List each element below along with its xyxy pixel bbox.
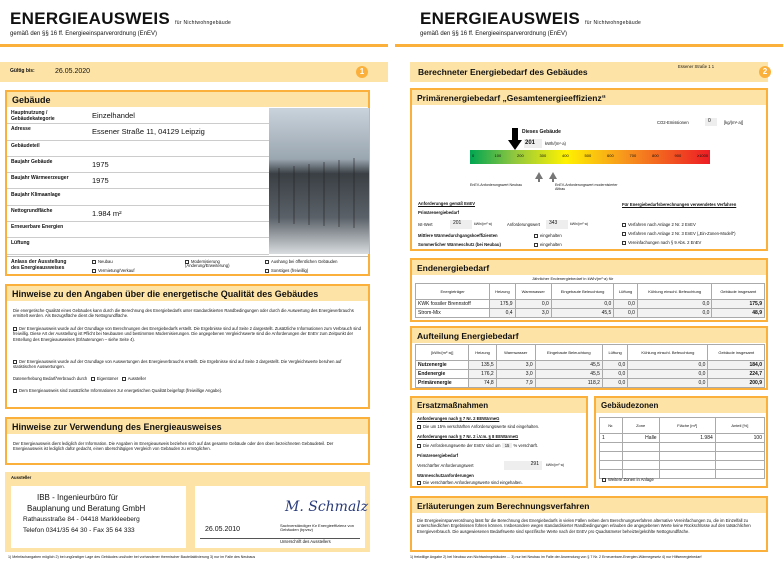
table-cell: 0,0 (602, 361, 627, 370)
marker-retrofit-icon (549, 172, 557, 182)
building-row (7, 157, 269, 173)
building-row (7, 124, 269, 140)
sub-value: 291 (504, 461, 542, 470)
summer-check[interactable]: eingehalten (534, 243, 562, 247)
scale-tick: 400 (562, 153, 569, 158)
building-row-value: 1975 (92, 176, 109, 186)
table-header: Lüftung (602, 345, 627, 361)
sub-check-2[interactable]: Die Anforderungswerte der EnEV sind um 15 % verschärft. (417, 444, 538, 448)
table-cell: 3,0 (496, 370, 535, 379)
table-cell: 0,0 (602, 379, 627, 388)
occasion-new[interactable]: Neubau (92, 260, 113, 264)
u-value-check[interactable]: eingehalten (534, 234, 562, 238)
primary-energy-section: Primärenergiebedarf „Gesamtenergieeffizienz“ CO2-Emissionen 0 [kg/(m²·a)] Dieses Gebäude 201 kWh/(m²·a) 0 100 200 300 400 500 600 700 800 900 ≥1000 EnEV-Anforderungswert Neubau EnEV-Anforderungswert modernisierter Altbau Anforderungen gemäß EnEV Primärenergiebedarf Ist-Wert 201 kWh/(m²·a) Anforderungswert 343 kWh/(m²·a) Mittlere Wärmedurchgangskoeffizienten eingehalten Sommerlicher Wärmeschutz (bei Neubau) eingehalten Für Energiebedarfsberechnungen verwendetes Verfahren Verfahren nach Anlage 2 Nr. 2 EnEV Verfahren nach Anlage 2 Nr. 3 EnEV („Ein-Zonen-Modell“) Vereinfachungen nach § 9 Abs. 2 EnEV (410, 88, 768, 251)
building-row-label: Gebäudeteil (11, 142, 40, 149)
table-cell: 0,0 (614, 300, 638, 309)
table-cell: 176,2 (469, 370, 496, 379)
p1-title: ENERGIEAUSWEIS für Nichtwohngebäude (10, 9, 232, 28)
table-row (416, 379, 765, 388)
co2-label: CO2-Emissionen (657, 120, 689, 125)
table-cell: 45,5 (535, 361, 602, 370)
table-cell: 0,0 (637, 300, 712, 309)
arrow-down-icon (508, 128, 522, 150)
table-cell: Nutzenergie (416, 361, 469, 370)
building-row-label: Lüftung (11, 240, 30, 247)
building-section: Gebäude Hauptnutzung / Gebäudekategorie Einzelhandel Adresse Essener Straße 11, 04129 Leipzig Gebäudeteil Baujahr Gebäude 1975 Baujahr Wärmeerzeuger 1975 Baujahr Klimaanlage Nettogrundfläche 1.984 m² Erneuerbare Energien Lüftung Anlass der Ausstellung des Energieausweises Neubau Vermietung/Verkauf Modernisierung (Änderung/Erweiterung) Aushang bei öffentlichen Gebäuden Sonstiges (freiwillig) (5, 90, 370, 276)
page-number-1: 1 (356, 66, 368, 78)
table-header: [kWh/(m²·a)] (416, 345, 469, 361)
table-cell: Halle (622, 434, 659, 443)
building-row-label: Adresse (11, 126, 31, 133)
issue-date: 26.05.2010 (205, 526, 241, 533)
hints-additional[interactable]: Dem Energieausweis sind zusätzliche Informationen zur energetischen Qualität beigefügt (freiwillige Angabe). (13, 389, 222, 393)
table-header: Heizung (490, 284, 515, 300)
table-cell: 184,0 (708, 361, 765, 370)
scale-tick: 100 (494, 153, 502, 158)
table-row (600, 434, 765, 443)
table-cell (659, 470, 715, 479)
p2-footnote: 1) freiwillige Angabe 2) bei Neubau von Nichtwohngebäuden ... 3) nur bei Neubau im Falle der Anwendung von § 7 Nr. 2 Erneuerbare-Energien-Wärmegesetz 4) nur Hilfsenergiebedarf (410, 555, 702, 559)
table-cell: 0,0 (515, 300, 551, 309)
table-cell (715, 470, 764, 479)
table-cell: 0,0 (602, 370, 627, 379)
table-cell: 0,0 (551, 300, 614, 309)
occasion-rent[interactable]: Vermietung/Verkauf (92, 269, 135, 273)
hints-option-usage[interactable]: Der Energieausweis wurde auf der Grundlage von Auswertungen des Energieverbrauchs erstellt. Die Ergebnisse sind auf Seite 3 dargestellt. Die Vergleichswerte beruhen auf statistischen Auswertungen. (13, 359, 342, 370)
scale-tick: 500 (584, 153, 592, 158)
table-cell: 1 (600, 434, 623, 443)
building-row-label: Hauptnutzung / Gebäudekategorie (11, 110, 55, 122)
table-cell: 3,0 (515, 309, 551, 318)
building-row-label: Baujahr Klimaanlage (11, 191, 61, 198)
building-row (7, 222, 269, 238)
issuer-stamp: IBB - Ingenieurbüro für Bauplanung und Beratung GmbH Rathausstraße 84 - 04418 Markkleeberg Telefon 0341/35 64 30 - Fax 35 64 333 (11, 486, 186, 548)
building-row (7, 190, 269, 206)
table-row (416, 370, 765, 379)
scale-tick: ≥1000 (697, 153, 709, 158)
calc-option-1[interactable]: Verfahren nach Anlage 2 Nr. 2 EnEV (622, 223, 696, 227)
hints-section: Hinweise zu den Angaben über die energetische Qualität des Gebäudes Die energetische Qualität eines Gebäudes kann durch die Berechnung des Energiebedarfs unter standardisierten Randbedingungen oder durch die Auswertung des Energieverbrauchs ermittelt werden. Als Bezugsfläche dient die Nettogrundfläche. Der Energieausweis wurde auf der Grundlage von Berechnungen des Energiebedarfs erstellt. Die Ergebnisse sind auf Seite 2 dargestellt. Zusätzliche Informationen zum Verbrauch sind freiwillig. Diese Art der Ausstellung ist Pflicht bei Neubauten und bestimmten Modernisierungen. Die angegebenen Vergleichswerte sind die Anforderungen der EnEV zum Zeitpunkt der Erstellung des Energieausweises (Erläuterungen – siehe Seite 4). Der Energieausweis wurde auf der Grundlage von Auswertungen des Energieverbrauchs erstellt. Die Ergebnisse sind auf Seite 3 dargestellt. Die Vergleichswerte beruhen auf statistischen Auswertungen. Datenerhebung Bedarf/Verbrauch durch Eigentümer Aussteller Dem Energieausweis sind zusätzliche Informationen zur energetischen Qualität beigefügt (freiwillige Angabe). (5, 284, 370, 409)
building-row-label: Nettogrundfläche (11, 207, 53, 214)
table-header: Zone (622, 418, 659, 434)
table-cell: 224,7 (708, 370, 765, 379)
p2-title: ENERGIEAUSWEIS für Nichtwohngebäude (420, 9, 642, 28)
page-2 (395, 0, 783, 567)
table-cell: 1.984 (659, 434, 715, 443)
table-header: Gebäude insgesamt (712, 284, 765, 300)
building-row-value: Essener Straße 11, 04129 Leipzig (92, 127, 205, 137)
usage-header: Hinweise zur Verwendung des Energieausweises (7, 419, 368, 434)
table-cell: 0,0 (628, 361, 708, 370)
sub-check-1[interactable]: Die um 15% verschärften Anforderungswerte sind eingehalten. (417, 425, 539, 429)
end-energy-table (415, 283, 765, 318)
table-header: Kühlung einschl. Befeuchtung (628, 345, 708, 361)
table-cell: 0,0 (637, 309, 712, 318)
marker-newbuild-icon (535, 172, 543, 182)
occasion-public[interactable]: Aushang bei öffentlichen Gebäuden (265, 260, 338, 264)
scale-tick: 800 (652, 153, 659, 158)
req-value: 343 (546, 220, 568, 229)
page-1 (0, 0, 388, 567)
building-row (7, 206, 269, 222)
usage-section: Hinweise zur Verwendung des Energieausweises Der Energieausweis dient lediglich der Information. Die Angaben im Energieausweis beziehen sich auf das gesamte Gebäude oder den oben bezeichneten Gebäudeteil. Der Energieausweis ist lediglich dafür gedacht, einen überschlägigen Vergleich von Gebäuden zu ermöglichen. (5, 417, 370, 465)
table-cell: 0,0 (628, 379, 708, 388)
hints-option-demand[interactable]: Der Energieausweis wurde auf der Grundlage von Berechnungen des Energiebedarfs erstellt. Die Ergebnisse sind auf Seite 2 dargestellt. Zusätzliche Informationen zum Verbrauch sind freiwillig. Diese Art der Ausstellung ist Pflicht bei Neubauten und bestimmten Modernisierungen. Die angegebenen Vergleichswerte sind die Anforderungen der EnEV zum Zeitpunkt der Erstellung des Energieausweises (Erläuterungen – siehe Seite 4). (13, 326, 361, 342)
sub-check-3[interactable]: Die verschärften Anforderungswerte sind eingehalten. (417, 481, 523, 485)
table-header: Warmwasser (515, 284, 551, 300)
table-cell: 175,9 (490, 300, 515, 309)
actual-value: 201 (450, 220, 472, 229)
building-row-value: 1.984 m² (92, 208, 122, 218)
building-row-label: Erneuerbare Energien (11, 224, 64, 231)
building-row-value: Einzelhandel (92, 111, 135, 120)
table-header: Gebäude insgesamt (708, 345, 765, 361)
building-row (7, 238, 269, 254)
table-cell: 0,0 (614, 309, 638, 318)
table-cell (600, 461, 623, 470)
table-cell: 175,9 (712, 300, 765, 309)
table-row (416, 361, 765, 370)
building-row-label: Baujahr Wärmeerzeuger (11, 175, 69, 182)
table-cell (622, 461, 659, 470)
valid-until: 26.05.2020 (55, 68, 91, 75)
table-row (416, 309, 765, 318)
p1-footnote: 1) Mehrfachangaben möglich 2) bei ungünstiger Lage des Gebäudes und/oder bei vorhandener thermischer Bauteilaktivierung 3) nur im Falle des Neubaus (8, 555, 256, 559)
table-header: Nr. (600, 418, 623, 434)
table-cell: Strom-Mix (416, 309, 490, 318)
scale-tick: 900 (674, 153, 682, 158)
table-cell (715, 461, 764, 470)
table-cell: 118,2 (535, 379, 602, 388)
table-header: Eingebaute Beleuchtung (535, 345, 602, 361)
co2-value: 0 (705, 118, 717, 126)
building-header: Gebäude (7, 92, 368, 107)
table-row (416, 300, 765, 309)
scale-tick: 300 (539, 153, 547, 158)
issuer-section: Aussteller IBB - Ingenieurbüro für Bauplanung und Beratung GmbH Rathausstraße 84 - 04418 Markkleeberg Telefon 0341/35 64 30 - Fax 35 64 333 26.05.2010 M. Schmalz Sachverständiger für Energieeffizienz von Gebäuden (bpvsv) Unterschrift des Ausstellers (5, 472, 370, 552)
table-header: Fläche [m²] (659, 418, 715, 434)
table-header: Warmwasser (496, 345, 535, 361)
table-header: Heizung (469, 345, 496, 361)
table-cell: KWK fossiler Brennstoff (416, 300, 490, 309)
scale-tick: 200 (517, 153, 524, 158)
zones-section: Gebäudezonen Nr. Zone Fläche [m²] Anteil [%] 1 Halle 1.984 100 Weitere Zonen in Anlage (594, 396, 768, 488)
page-number-2: 2 (759, 66, 771, 78)
explain-section: Erläuterungen zum Berechnungsverfahren Die Energieeinsparverordnung lässt für die Berechnung des Energiebedarfs in vielen Fällen neben dem Berechnungsverfahren alternative Vereinfachungen zu, die im Einzelfall zu unterschiedlichen Ergebnissen führen können. Insbesondere wegen standardisierter Randbedingungen erlauben die angegebenen Werte keine Rückschlüsse auf den tatsächlichen Energieverbrauch. Die ausgewiesenen Bedarfswerte sind spezifische Werte nach der EnEV pro Quadratmeter beheizte/gekühlte Nettogrundfläche. (410, 496, 768, 552)
p1-subtitle: gemäß den §§ 16 ff. Energieeinsparverordnung (EnEV) (10, 31, 157, 37)
table-header: Kühlung einschl. Befeuchtung (637, 284, 712, 300)
building-row (7, 108, 269, 124)
table-header: Energieträger (416, 284, 490, 300)
building-row (7, 141, 269, 157)
table-cell (659, 452, 715, 461)
data-collection: Datenerhebung Bedarf/Verbrauch durch Eigentümer Aussteller (13, 376, 147, 382)
scale-tick: 0 (472, 153, 475, 158)
end-energy-section: Endenergiebedarf Jährlicher Endenergiebedarf in kWh/(m²·a) für Energieträger Heizung Warmwasser Eingebaute Beleuchtung Lüftung Kühlung einschl. Befeuchtung Gebäude insgesamt KWK fossiler Brennstoff 175,9 0,0 0,0 0,0 0,0 175,9 Strom-Mix 0,4 3,0 45,5 0,0 0,0 48,9 (410, 258, 768, 322)
section-title-bar: Berechneter Energiebedarf des Gebäudes Essener Straße 1 1 (410, 62, 768, 82)
signature: M. Schmalz (285, 499, 369, 515)
primary-value: 201 (524, 139, 542, 148)
energy-split-section: Aufteilung Energiebedarf [kWh/(m²·a)] Heizung Warmwasser Eingebaute Beleuchtung Lüftung Kühlung einschl. Befeuchtung Gebäude insgesamt Nutzenergie 135,5 3,0 45,5 0,0 0,0 184,0 Endenergie 176,2 3,0 45,5 0,0 0,0 224,7 Primärenergie 74,8 7,9 118,2 0,0 0,0 200,9 (410, 326, 768, 390)
table-cell: 45,5 (535, 370, 602, 379)
building-row (7, 173, 269, 189)
table-cell (659, 443, 715, 452)
table-cell: 74,8 (469, 379, 496, 388)
table-cell (715, 452, 764, 461)
calc-option-3[interactable]: Vereinfachungen nach § 9 Abs. 2 EnEV (622, 241, 701, 245)
table-header: Anteil [%] (715, 418, 764, 434)
table-cell: 48,9 (712, 309, 765, 318)
occasion-mod[interactable]: Modernisierung (Änderung/Erweiterung) (185, 259, 230, 269)
building-photo (269, 108, 369, 254)
table-row (600, 452, 765, 461)
table-row (600, 443, 765, 452)
table-cell (622, 443, 659, 452)
table-cell: 3,0 (496, 361, 535, 370)
energy-split-table (415, 344, 765, 388)
substitute-section: Ersatzmaßnahmen Anforderungen nach § 7 Nr. 2 EEWärmeG Die um 15% verschärften Anforderungswerte sind eingehalten. Anforderungen nach § 7 Nr. 2 i.V.m. § 8 EEWärmeG Die Anforderungswerte der EnEV sind um 15 % verschärft. Primärenergiebedarf Verschärfter Anforderungswert 291 kWh/(m²·a) Wärmeschutzanforderungen Die verschärften Anforderungswerte sind eingehalten. (410, 396, 588, 488)
table-cell (659, 461, 715, 470)
hints-header: Hinweise zu den Angaben über die energetische Qualität des Gebäudes (7, 286, 368, 301)
validity-bar: Gültig bis: 26.05.2020 (0, 62, 388, 82)
table-cell (622, 452, 659, 461)
zones-table (599, 417, 765, 479)
table-cell: Endenergie (416, 370, 469, 379)
building-row-value: 1975 (92, 159, 109, 169)
table-cell: 0,4 (490, 309, 515, 318)
table-row (600, 461, 765, 470)
table-cell: 7,9 (496, 379, 535, 388)
building-row-label: Baujahr Gebäude (11, 158, 53, 165)
table-header: Lüftung (614, 284, 638, 300)
table-cell: 135,5 (469, 361, 496, 370)
occasion-other[interactable]: Sonstiges (freiwillig) (265, 269, 308, 273)
table-cell: 200,9 (708, 379, 765, 388)
table-cell: 0,0 (628, 370, 708, 379)
table-cell: Primärenergie (416, 379, 469, 388)
scale-tick: 700 (629, 153, 637, 158)
calc-option-2[interactable]: Verfahren nach Anlage 2 Nr. 3 EnEV („Ein-Zonen-Modell“) (622, 232, 736, 236)
table-cell (715, 443, 764, 452)
table-header: Eingebaute Beleuchtung (551, 284, 614, 300)
table-cell (600, 452, 623, 461)
scale-tick: 600 (607, 153, 614, 158)
p2-subtitle: gemäß den §§ 16 ff. Energieeinsparverordnung (EnEV) (420, 31, 567, 37)
zones-more[interactable]: Weitere Zonen in Anlage (602, 478, 654, 482)
table-cell: 45,5 (551, 309, 614, 318)
address-tag: Essener Straße 1 1 (678, 64, 715, 69)
table-cell (600, 443, 623, 452)
table-cell: 100 (715, 434, 764, 443)
